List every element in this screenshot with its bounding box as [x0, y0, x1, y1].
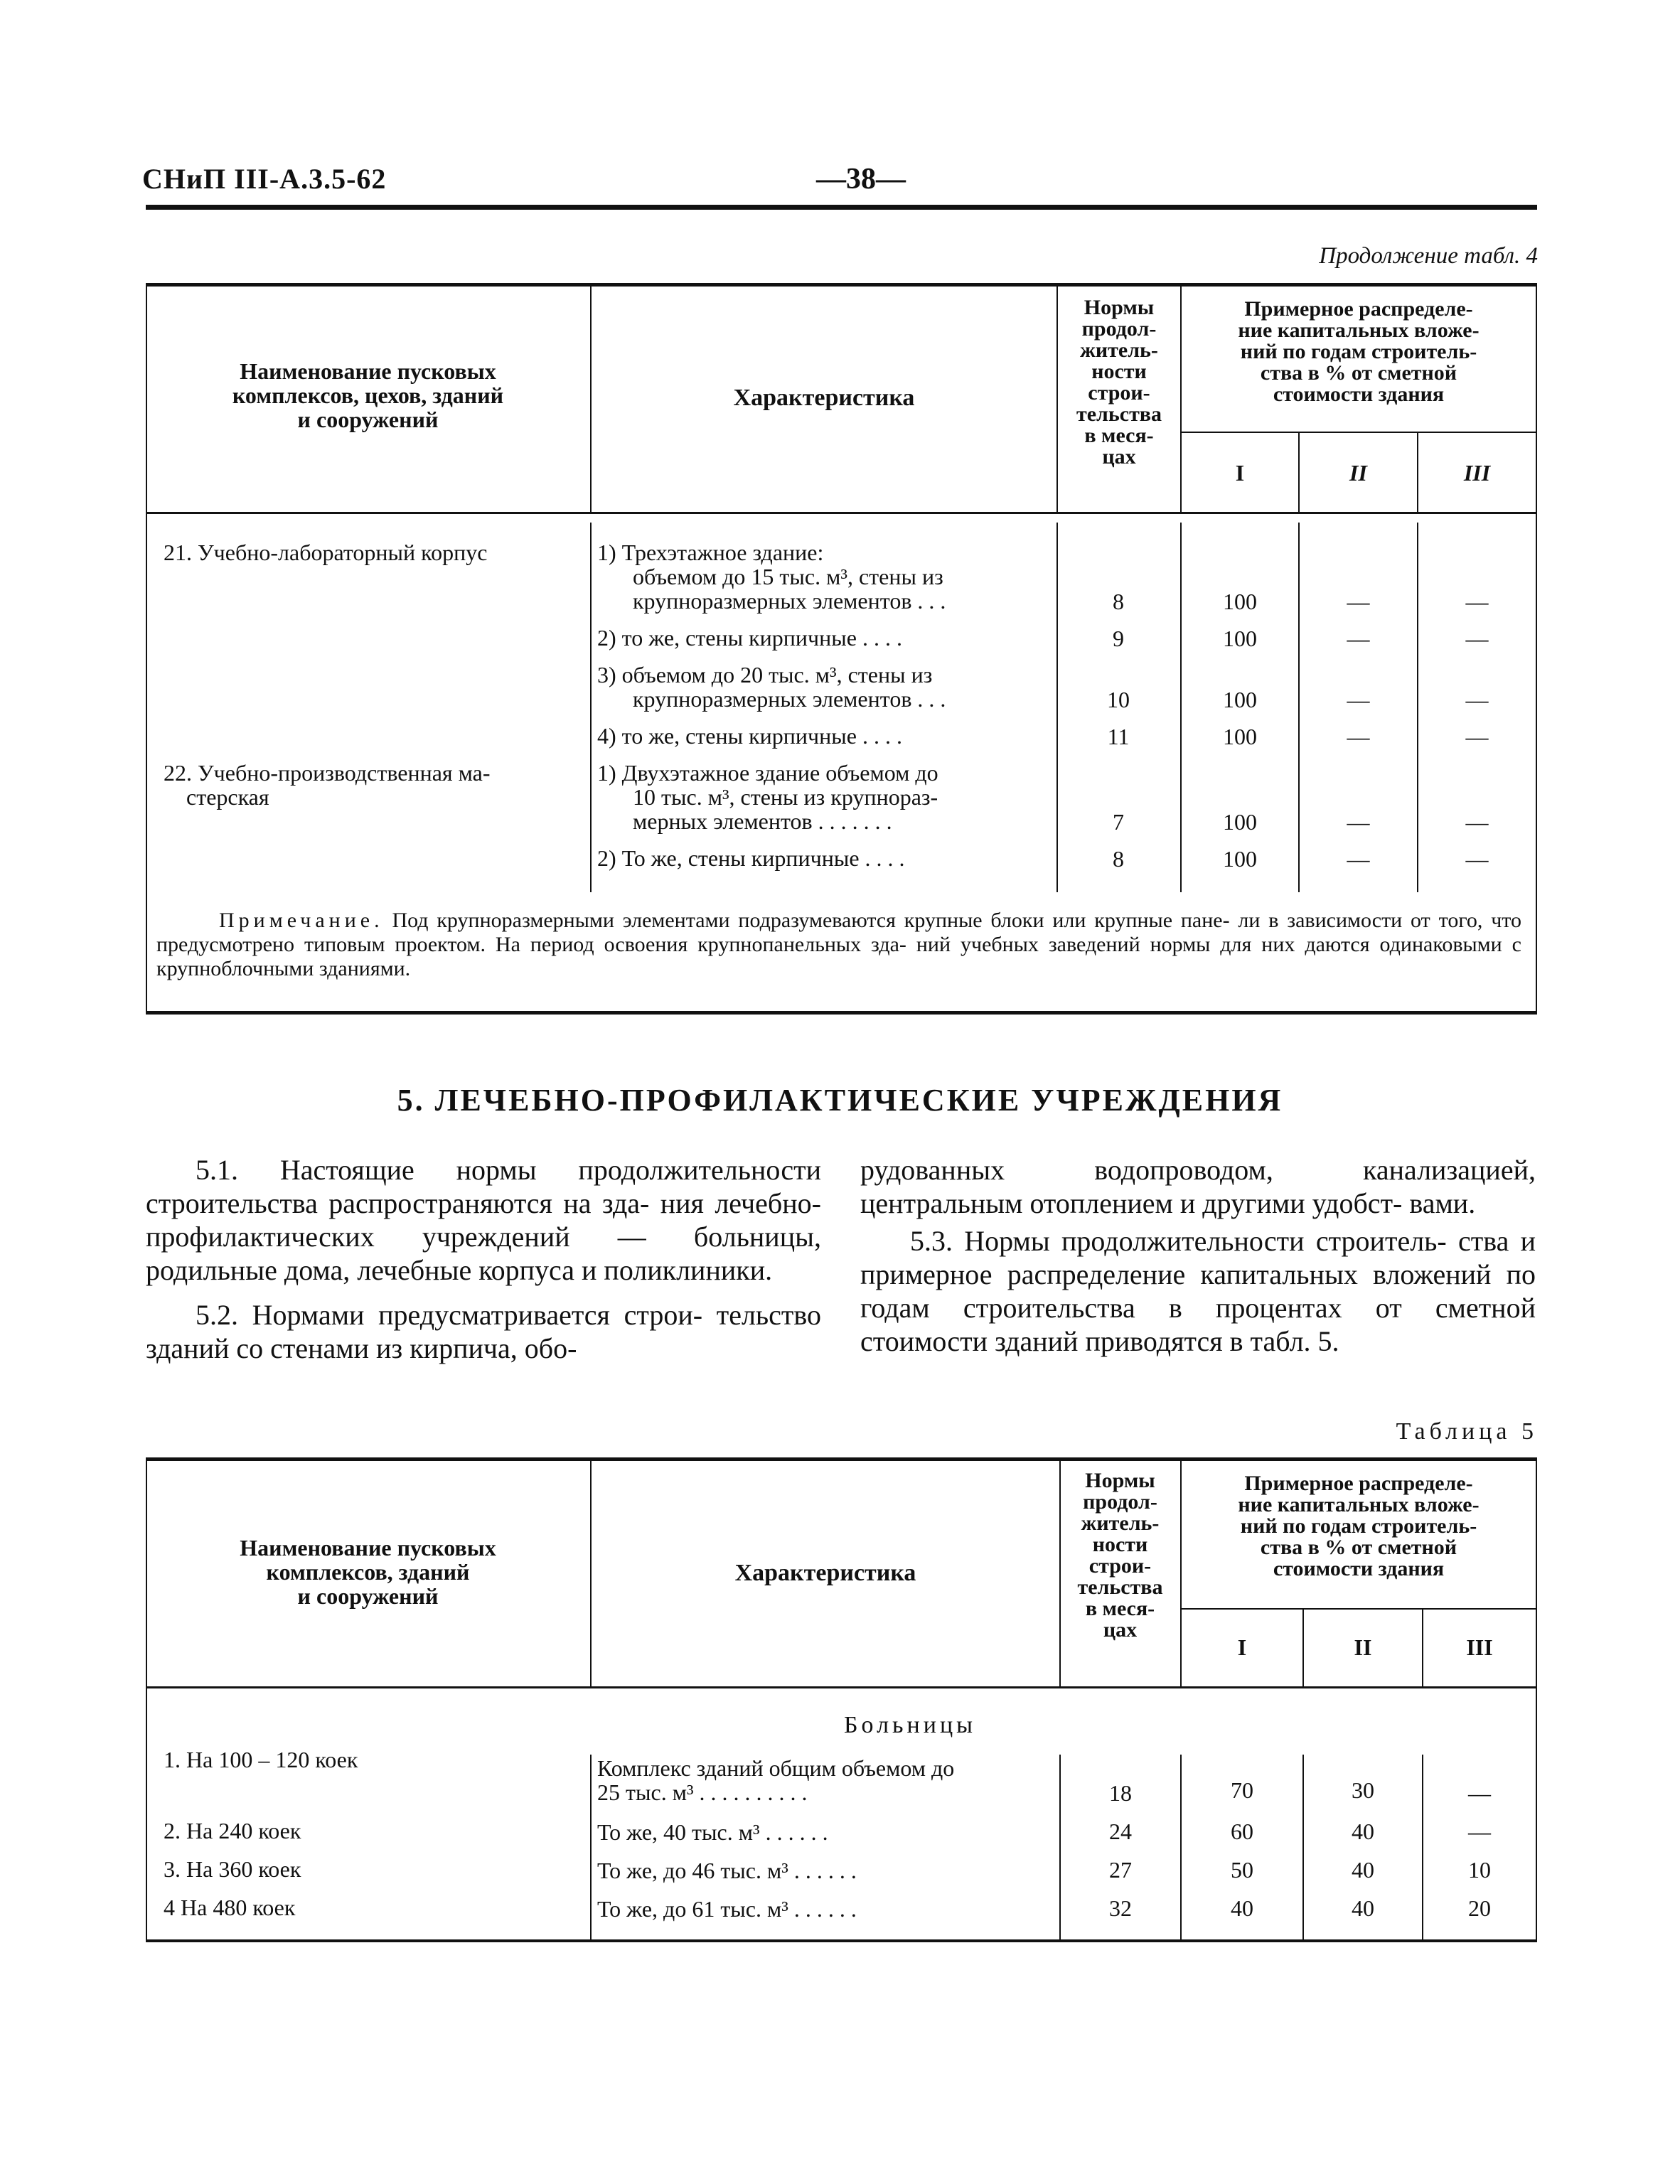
table4-right-border [1536, 284, 1537, 1012]
table5-head-dist [1183, 1473, 1534, 1580]
head-name-line: Наименование пусковых [240, 1535, 496, 1561]
table5-vline-norm [1059, 1459, 1061, 1686]
table5-y1: 60 [1231, 1819, 1253, 1844]
note-text: Под крупноразмерными элементами подразумеваются крупные блоки или крупные пане- ли в зависимости от того, что предусмотрено типовым проектом. На период освоения крупнопанельных зда- ний учебных заведений нормы для них даются одинаковыми с крупноблочными зданиями. [156, 909, 1522, 980]
table4-y1: 100 [1223, 724, 1257, 749]
table4-left-border [146, 284, 147, 1012]
head-norm-line: цах [1103, 1618, 1138, 1642]
table5-right-border [1536, 1459, 1537, 1941]
table4-head-name [153, 359, 583, 432]
table4-y1: 100 [1223, 589, 1257, 614]
head-norm-line: тельства [1077, 1575, 1163, 1599]
table4-char-line: 2) То же, стены кирпичные . . . . [597, 845, 905, 871]
table5-char-line: То же, 40 тыс. м³ . . . . . . [597, 1819, 828, 1845]
table4-y3: — [1465, 589, 1489, 614]
table4-head-rule [146, 512, 1537, 514]
table4-y2: — [1347, 687, 1370, 712]
table5-head-year-1: I [1237, 1634, 1247, 1660]
head-norm-line: строи- [1088, 1554, 1152, 1578]
head-dist-line: стоимости здания [1273, 382, 1445, 406]
table5-y1: 70 [1231, 1777, 1253, 1803]
table4-y2: — [1347, 809, 1370, 835]
table4-top-rule [146, 283, 1537, 287]
table4-row-name: стерская [186, 784, 269, 810]
table4-y3: — [1465, 724, 1489, 749]
head-norm-line: тельства [1076, 402, 1162, 426]
table5-years-rule [1180, 1608, 1537, 1610]
table4-y2: — [1347, 846, 1370, 872]
table5-norm: 32 [1109, 1895, 1132, 1921]
head-norm-line: житель- [1080, 338, 1158, 362]
head-norm-line: цах [1102, 445, 1136, 469]
table5-y2: 30 [1352, 1777, 1374, 1803]
table5-row-name: 4 На 480 коек [164, 1895, 296, 1920]
table4-norm: 10 [1107, 687, 1130, 712]
table4-norm: 9 [1113, 626, 1124, 651]
page-number: —38— [816, 163, 906, 196]
head-norm-line: ности [1092, 1533, 1148, 1556]
table4-char-line: крупноразмерных элементов . . . [633, 588, 946, 614]
head-dist-line: ний по годам строитель- [1240, 340, 1477, 363]
table5-char-line: 25 тыс. м³ . . . . . . . . . . [597, 1779, 808, 1805]
table5-y3: 20 [1468, 1895, 1491, 1921]
table5-head-year-3: III [1466, 1634, 1493, 1660]
head-dist-line: ний по годам строитель- [1240, 1514, 1477, 1538]
table4-y3: — [1465, 809, 1489, 835]
table4-char-line: 4) то же, стены кирпичные . . . . [597, 723, 902, 749]
section-title: 5. ЛЕЧЕБНО-ПРОФИЛАКТИЧЕСКИЕ УЧРЕЖДЕНИЯ [397, 1083, 1283, 1118]
table4-head-year-2: II [1349, 460, 1367, 486]
table5-y2: 40 [1352, 1895, 1374, 1921]
table4-vline-char-body [590, 523, 592, 892]
head-name-line: комплексов, цехов, зданий [232, 382, 504, 408]
head-norm-line: продол- [1081, 317, 1157, 341]
table4-head-dist [1183, 299, 1534, 405]
head-dist-line: ние капитальных вложе- [1238, 318, 1480, 342]
table4-char-line: 2) то же, стены кирпичные . . . . [597, 625, 902, 651]
table5-char-line: Комплекс зданий общим объемом до [597, 1755, 955, 1781]
table5-label: Таблица 5 [1396, 1418, 1538, 1445]
table5-bottom-rule [146, 1939, 1537, 1942]
table5-head-year-2: II [1354, 1634, 1372, 1660]
table4-char-line: 3) объемом до 20 тыс. м³, стены из [597, 662, 933, 687]
table4-char-line: 1) Двухэтажное здание объемом до [597, 760, 938, 786]
table4-y3: — [1465, 846, 1489, 872]
table4-vline-norm [1056, 284, 1058, 512]
table4-char-line: мерных элементов . . . . . . . [633, 808, 892, 834]
table4-y3: — [1465, 687, 1489, 712]
note-lead: Примечание. [219, 909, 384, 932]
table5-head-name [153, 1536, 583, 1608]
paragraph-5-2-cont: рудованных водопроводом, канализацией, центральным отоплением и другими удобст- вами. [860, 1154, 1536, 1219]
table5-top-rule [146, 1457, 1537, 1461]
table4-head-norm [1059, 297, 1179, 468]
table5-norm: 24 [1109, 1819, 1132, 1844]
paragraph-5-3: 5.3. Нормы продолжительности строитель- ства и примерное распределение капитальных вложений по годам строительства в процентах от сметной стоимости зданий приводятся в табл. 5. [860, 1225, 1536, 1357]
table4-bottom-rule [146, 1011, 1537, 1015]
table4-note [156, 909, 1521, 981]
table4-y1: 100 [1223, 846, 1257, 872]
table4-y2: — [1347, 626, 1370, 651]
table4-char-line: 1) Трехэтажное здание: [597, 540, 824, 565]
table4-head-year-3: III [1463, 460, 1491, 486]
table4-y2: — [1347, 724, 1370, 749]
head-dist-line: стоимости здания [1273, 1557, 1445, 1580]
table5-left-border [146, 1459, 147, 1941]
table5-y2: 40 [1352, 1857, 1374, 1883]
text-column-right [860, 1153, 1536, 1362]
table4-char-line: крупноразмерных элементов . . . [633, 686, 946, 712]
table4-y1: 100 [1223, 626, 1257, 651]
table4-row-name: 21. Учебно-лабораторный корпус [164, 540, 488, 565]
head-norm-line: в меся- [1085, 1597, 1155, 1620]
table5-y1: 40 [1231, 1895, 1253, 1921]
table5-head-rule [146, 1686, 1537, 1688]
head-name-line: Наименование пусковых [240, 358, 496, 384]
head-name-line: и сооружений [297, 407, 439, 432]
table5-y1: 50 [1231, 1857, 1253, 1883]
head-dist-line: ства в % от сметной [1260, 361, 1457, 385]
table4-char-line: объемом до 15 тыс. м³, стены из [633, 564, 943, 589]
table4-row-name: 22. Учебно-производственная ма- [164, 760, 491, 786]
table4-y1: 100 [1223, 809, 1257, 835]
head-dist-line: Примерное распределе- [1244, 1472, 1473, 1495]
table5-norm: 18 [1109, 1780, 1132, 1806]
head-dist-line: ства в % от сметной [1260, 1536, 1457, 1559]
table5-y3: 10 [1468, 1857, 1491, 1883]
header-rule [146, 205, 1537, 210]
table4-head-char: Характеристика [733, 385, 915, 411]
table5-row-name: 1. На 100 – 120 коек [164, 1747, 358, 1772]
head-name-line: комплексов, зданий [266, 1559, 470, 1585]
table5-head-norm [1061, 1470, 1179, 1641]
table5-char-line: То же, до 61 тыс. м³ . . . . . . [597, 1896, 857, 1922]
table4-char-line: 10 тыс. м³, стены из крупнораз- [633, 784, 938, 810]
head-norm-line: строи- [1088, 381, 1150, 405]
head-norm-line: ности [1091, 360, 1147, 383]
table4-vline-char [590, 284, 592, 512]
table5-vline-char [590, 1459, 592, 1686]
head-norm-line: житель- [1081, 1511, 1160, 1535]
table4-norm: 7 [1113, 809, 1124, 835]
table5-vline-char-body [590, 1755, 592, 1941]
table5-y2: 40 [1352, 1819, 1374, 1844]
table4-y2: — [1347, 589, 1370, 614]
head-dist-line: ние капитальных вложе- [1238, 1493, 1480, 1516]
table4-years-rule [1180, 432, 1537, 433]
table4-continuation-label: Продолжение табл. 4 [1319, 243, 1538, 269]
head-name-line: и сооружений [297, 1583, 439, 1609]
table5-y3: — [1468, 1780, 1491, 1806]
head-norm-line: продол- [1083, 1490, 1157, 1514]
table4-norm: 11 [1107, 724, 1130, 749]
head-dist-line: Примерное распределе- [1244, 297, 1473, 321]
head-norm-line: Нормы [1084, 296, 1155, 319]
document-code: СНиП III-А.3.5-62 [142, 163, 387, 195]
table4-y1: 100 [1223, 687, 1257, 712]
table5-char-line: То же, до 46 тыс. м³ . . . . . . [597, 1858, 857, 1883]
table4-head-year-1: I [1235, 460, 1245, 486]
table5-norm: 27 [1109, 1857, 1132, 1883]
table5-row-name: 2. На 240 коек [164, 1818, 301, 1843]
head-norm-line: Нормы [1085, 1469, 1155, 1492]
text-column-left [146, 1153, 821, 1369]
table5-group-heading: Больницы [844, 1712, 976, 1738]
table4-y3: — [1465, 626, 1489, 651]
head-norm-line: в меся- [1084, 424, 1154, 447]
table5-row-name: 3. На 360 коек [164, 1856, 301, 1882]
table5-y3: — [1468, 1819, 1491, 1844]
paragraph-5-1: 5.1. Настоящие нормы продолжительности строительства распространяются на зда- ния лечебно-профилактических учреждений — больницы, родильные дома, лечебные корпуса и поликлиники. [146, 1154, 821, 1286]
table5-head-char: Характеристика [734, 1560, 916, 1586]
table4-norm: 8 [1113, 589, 1124, 614]
paragraph-5-2: 5.2. Нормами предусматривается строи- тельство зданий со стенами из кирпича, обо- [146, 1299, 821, 1364]
table4-norm: 8 [1113, 846, 1124, 872]
